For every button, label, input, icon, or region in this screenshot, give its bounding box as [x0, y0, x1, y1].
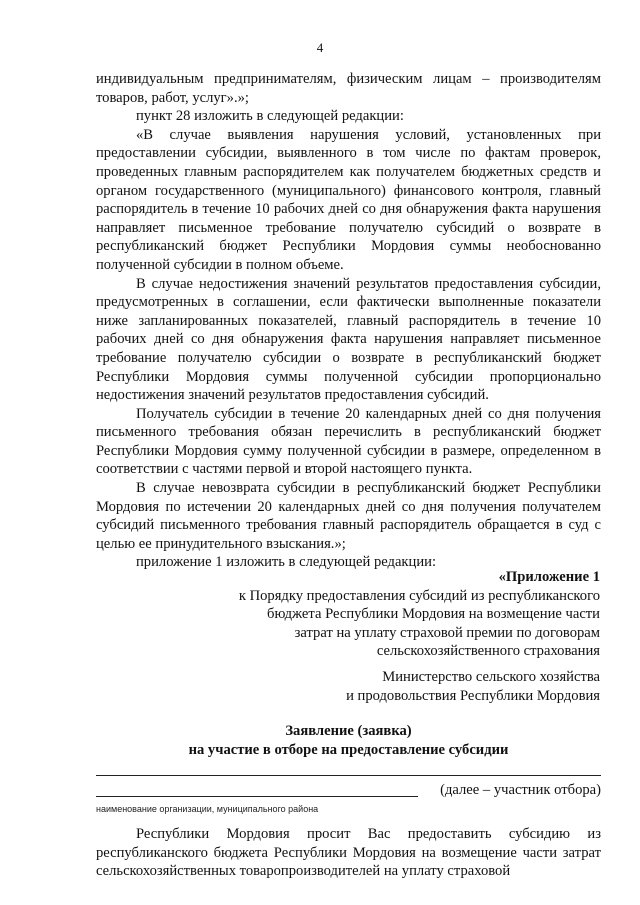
final-paragraph-block [96, 825, 601, 881]
field-caption: наименование организации, муниципального района [96, 804, 319, 814]
paragraph-5: Получатель субсидии в течение 20 календарных дней со дня получения письменного требования обязан перечислить в республиканский бюджет Республики Мордовия сумму полученной субсидии в размере, определенном в соответствии с частями первой и второй настоящего пункта. [96, 405, 601, 478]
participant-row [96, 781, 601, 801]
page-number: 4 [316, 40, 324, 55]
paragraph-1: индивидуальным предпринимателям, физическим лицам – производителям товаров, работ, услуг».»; [96, 71, 601, 106]
paragraph-3: «В случае выявления нарушения условий, установленных при предоставлении субсидии, выявленного в том числе по фактам проверок, проведенных главным распорядителем как получателем бюджетных средств и органом государственного (муниципального) финансового контроля, главный распорядитель в течение 10 рабочих дней со дня обнаружения факта нарушения направляет письменное требование получателю субсидий о возврате в республиканский бюджет Республики Мордовия суммы необоснованно полученной субсидии в полном объеме. [96, 126, 601, 273]
appendix-heading: «Приложение 1 [498, 569, 600, 585]
body-text [96, 70, 601, 572]
paragraph-6: В случае невозврата субсидии в республиканский бюджет Республики Мордовия по истечении 20 календарных дней со дня получения получателем субсидий письменного требования главный распорядитель обращается в суд с целью ее принудительного взыскания.»; [96, 480, 601, 552]
participant-label: (далее – участник отбора) [440, 782, 601, 798]
paragraph-7: приложение 1 изложить в следующей редакции: [136, 554, 436, 571]
appendix-line: затрат на уплату страховой премии по договорам [294, 624, 600, 641]
title-line: на участие в отборе на предоставление субсидии [188, 742, 509, 758]
paragraph-2: пункт 28 изложить в следующей редакции: [136, 108, 404, 125]
blank-line [96, 775, 601, 776]
appendix-line: сельскохозяйственного страхования [376, 643, 600, 660]
appendix-block [180, 568, 600, 661]
blank-line [96, 796, 418, 797]
paragraph-4: В случае недостижения значений результатов предоставления субсидии, предусмотренных в соглашении, если фактически выполненные показатели ниже запланированных показателей, главный распорядитель в течение 10 рабочих дней со дня обнаружения факта нарушения направляет письменное требование получателю субсидии о возврате в республиканский бюджет Республики Мордовия суммы полученной субсидии пропорционально недостижения значений результатов предоставления субсидий. [96, 275, 601, 404]
ministry-line: и продовольствия Республики Мордовия [346, 687, 600, 704]
title-line: Заявление (заявка) [285, 723, 412, 739]
appendix-line: к Порядку предоставления субсидий из республиканского [238, 587, 600, 604]
ministry-block [180, 668, 600, 705]
appendix-line: бюджета Республики Мордовия на возмещение части [267, 606, 600, 623]
ministry-line: Министерство сельского хозяйства [382, 669, 600, 685]
document-title [96, 722, 601, 760]
final-paragraph: Республики Мордовия просит Вас предоставить субсидию из республиканского бюджета Республики Мордовия на возмещение части затрат сельскохозяйственных товаропроизводителей на уплату страховой [96, 826, 601, 880]
